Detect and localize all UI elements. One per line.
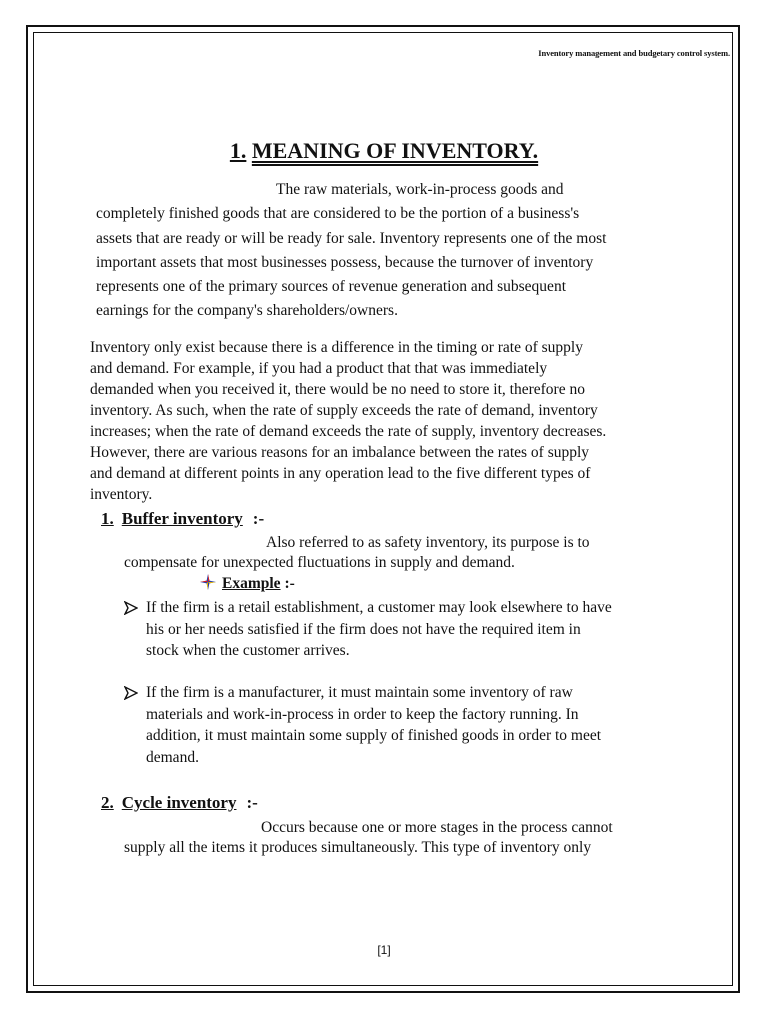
paragraph-line: inventory. [90, 486, 153, 503]
section-heading-suffix: :- [246, 793, 258, 812]
section-body-line: supply all the items it produces simultaneously. This type of inventory only [124, 839, 592, 856]
list-item-line: his or her needs satisfied if the firm does not have the required item in [146, 620, 581, 638]
section-heading-suffix: :- [252, 509, 265, 528]
title-text: MEANING OF INVENTORY. [251, 138, 539, 163]
section-body-line: Occurs because one or more stages in the process cannot [261, 819, 613, 836]
section-heading-text: Cycle inventory [121, 793, 237, 812]
section-number: 2. [101, 793, 114, 812]
paragraph-meaning [96, 178, 696, 324]
paragraph-line: important assets that most businesses possess, because the turnover of inventory [96, 253, 594, 271]
section-number: 1. [101, 509, 114, 528]
paragraph-line: and demand. For example, if you had a product that that was immediately [90, 360, 548, 377]
paragraph-line: inventory. As such, when the rate of supply exceeds the rate of demand, inventory [90, 402, 598, 419]
list-item [124, 597, 684, 662]
section-heading-text: Buffer inventory [121, 509, 243, 528]
list-item-line: addition, it must maintain some supply of finished goods in order to meet [146, 727, 602, 744]
paragraph-existence [90, 337, 690, 505]
example-text: Example [222, 575, 281, 592]
paragraph-line: completely finished goods that are considered to be the portion of a business's [96, 205, 580, 223]
paragraph-line: earnings for the company's shareholders/owners. [96, 302, 398, 320]
section-body-line: Also referred to as safety inventory, its purpose is to [266, 534, 590, 551]
running-header: Inventory management and budgetary control system. [538, 48, 730, 58]
section-heading-buffer-inventory [101, 509, 264, 529]
paragraph-line: The raw materials, work-in-process goods and [276, 181, 564, 198]
page-title [0, 138, 768, 164]
paragraph-line: represents one of the primary sources of revenue generation and subsequent [96, 278, 566, 296]
page-number: [1] [377, 943, 391, 957]
paragraph-line: increases; when the rate of demand exceeds the rate of supply, inventory decreases. [90, 423, 607, 440]
list-item-line: If the firm is a manufacturer, it must maintain some inventory of raw [146, 684, 573, 701]
paragraph-line: Inventory only exist because there is a difference in the timing or rate of supply [90, 339, 583, 356]
list-item [124, 682, 684, 768]
arrowhead-bullet-icon [124, 601, 138, 615]
section-heading-cycle-inventory [101, 793, 258, 813]
four-point-star-icon [200, 574, 216, 590]
paragraph-line: demanded when you received it, there would be no need to store it, therefore no [90, 381, 585, 398]
example-suffix: :- [284, 575, 295, 592]
list-item-line: materials and work-in-process in order to keep the factory running. In [146, 705, 579, 723]
paragraph-line: However, there are various reasons for an imbalance between the rates of supply [90, 444, 590, 461]
example-label [200, 574, 295, 593]
list-item-line: stock when the customer arrives. [146, 642, 350, 659]
section-body-line: compensate for unexpected fluctuations in supply and demand. [124, 554, 515, 571]
paragraph-line: assets that are ready or will be ready for sale. Inventory represents one of the most [96, 229, 607, 247]
list-item-line: demand. [146, 748, 199, 766]
list-item-line: If the firm is a retail establishment, a customer may look elsewhere to have [146, 599, 612, 616]
paragraph-line: and demand at different points in any operation lead to the five different types of [90, 465, 591, 482]
arrowhead-bullet-icon [124, 686, 138, 700]
title-number: 1. [229, 138, 247, 163]
